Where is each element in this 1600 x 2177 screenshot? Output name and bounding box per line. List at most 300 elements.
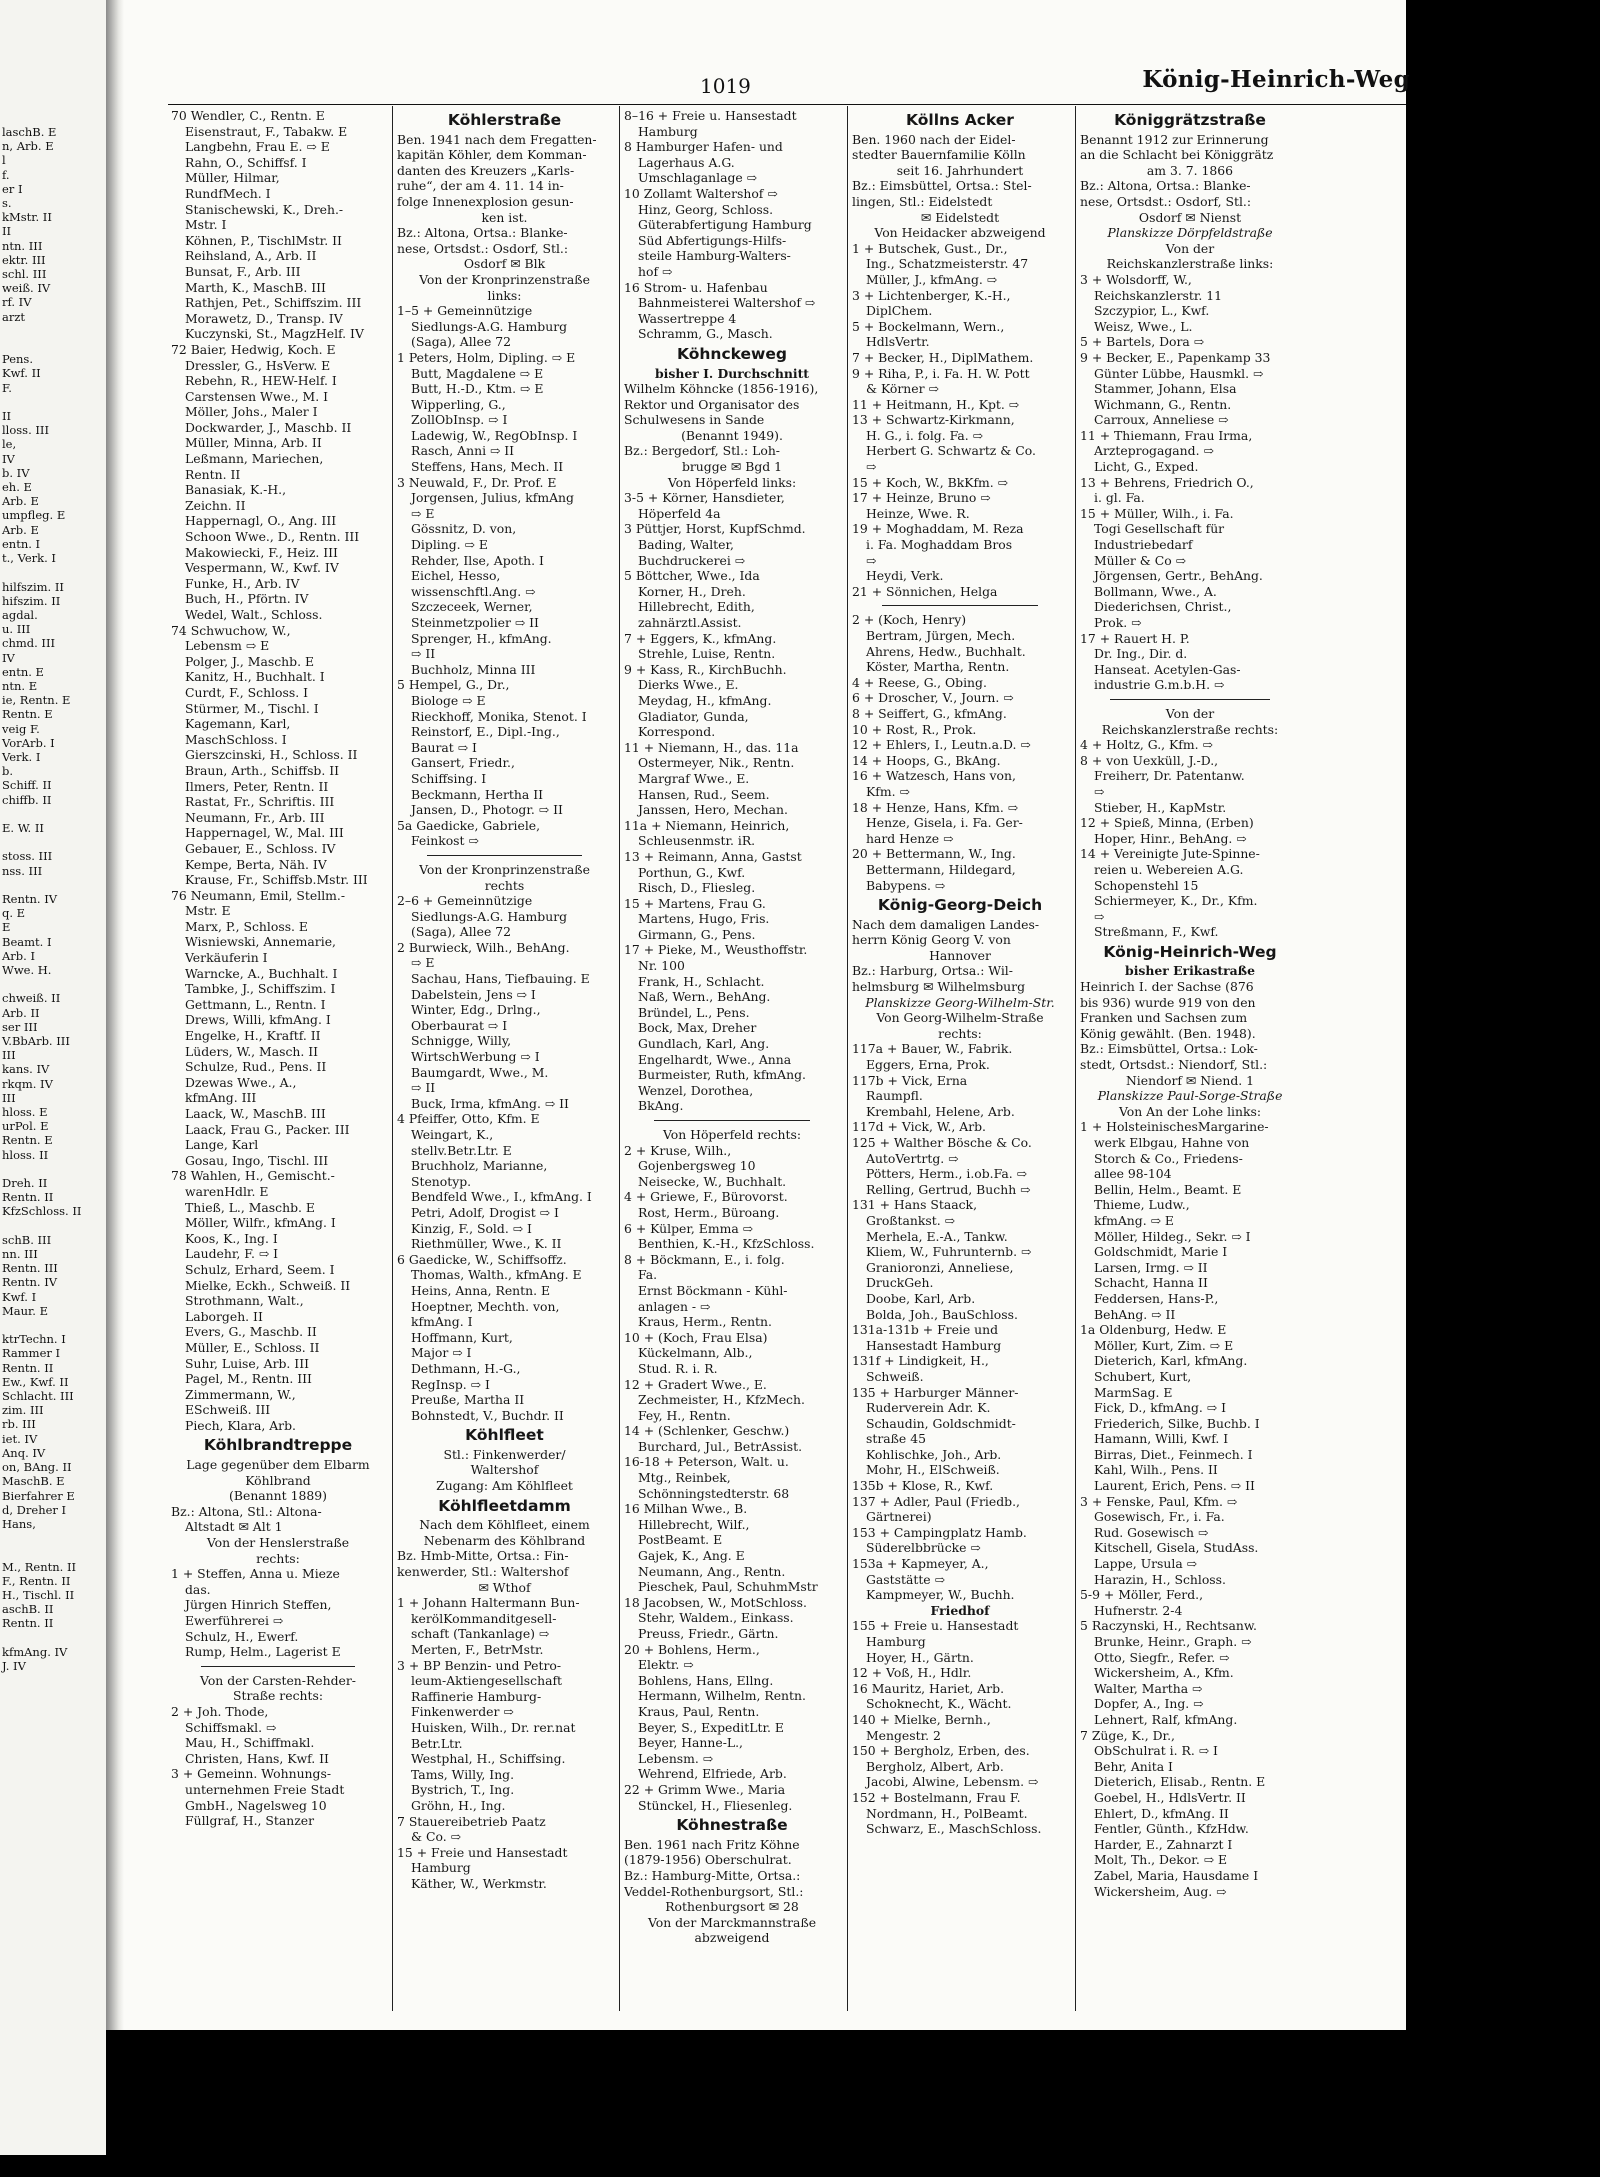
resident-entry: kerölKommanditgesell- [411,1610,557,1626]
house-entry: 7 + Eggers, K., kfmAng. [624,630,777,646]
resident-entry: Frank, H., Schlacht. [638,973,765,989]
house-entry: König gewählt. (Ben. 1948). [1080,1025,1256,1041]
house-entry: Bz.: Altona, Ortsa.: Blanke- [397,225,568,241]
house-entry: 16 Milhan Wwe., B. [624,1501,748,1517]
resident-entry: Gosau, Ingo, Tischl. III [185,1152,329,1168]
house-entry: 15 + Koch, W., BkKfm. ⇨ [852,474,1009,490]
resident-entry: Hermann, Wilhelm, Rentn. [638,1688,806,1704]
house-entry: 150 + Bergholz, Erben, des. [852,1743,1030,1759]
house-entry: 16 Mauritz, Hariet, Arb. [852,1680,1005,1696]
resident-entry: hof ⇨ [638,263,673,279]
resident-entry: Laack, W., MaschB. III [185,1106,326,1121]
resident-entry: Beyer, S., ExpeditLtr. E [638,1719,784,1735]
resident-entry: kfmAng. I [411,1314,473,1330]
street-note: abzweigend [694,1930,770,1946]
resident-entry: Jansen, D., Photogr. ⇨ II [411,802,563,818]
resident-entry: Kagemann, Karl, [185,716,291,732]
resident-entry: Burmeister, Ruth, kfmAng. [638,1067,806,1083]
resident-entry: Laack, Frau G., Packer. III [185,1121,350,1137]
resident-entry: Kinzig, F., Sold. ⇨ I [411,1220,532,1236]
left-page-line: IV [2,451,15,466]
house-entry: 3 + Gemeinn. Wohnungs- [171,1766,332,1782]
house-entry: 4 + Griewe, F., Bürovorst. [624,1189,788,1205]
left-page-line: hloss. E [2,1105,48,1120]
resident-entry: Möller, Kurt, Zim. ⇨ E [1094,1337,1234,1353]
resident-entry: Schopenstehl 15 [1094,877,1199,893]
house-entry: Nach dem damaligen Landes- [852,916,1040,932]
left-page-line [0,324,106,338]
resident-entry: Möller, Johs., Maler I [185,404,318,420]
resident-entry: Engelhardt, Wwe., Anna [638,1051,792,1067]
house-entry: 117a + Bauer, W., Fabrik. [852,1041,1013,1057]
house-entry: Schulwesens in Sande [624,412,765,428]
resident-entry: Nr. 100 [638,958,685,974]
house-entry: 12 + Spieß, Minna, (Erben) [1080,815,1254,831]
header-rule [168,104,1406,105]
resident-entry: Warncke, A., Buchhalt. I [185,965,338,981]
house-entry: lingen, Stl.: Eidelstedt [852,193,993,209]
house-entry: 9 + Riha, P., i. Fa. H. W. Pott [852,365,1030,381]
left-page-line: eh. E [2,480,32,495]
resident-entry: Hansestadt Hamburg [866,1337,1002,1353]
resident-entry: Dr. Ing., Dir. d. [1094,646,1188,662]
resident-entry: Rehder, Ilse, Apoth. I [411,552,544,568]
house-entry: 2–6 + Gemeinnützige [397,893,533,909]
left-page-line: Ew., Kwf. II [2,1374,69,1389]
resident-entry: Dressler, G., HsVerw. E [185,357,331,373]
house-entry: helmsburg ✉ Wilhelmsburg [852,979,1026,995]
resident-entry: Müller, Hilmar, [185,170,280,186]
resident-entry: Hoffmann, Kurt, [411,1329,513,1345]
left-page-line: Maur. E [2,1303,48,1318]
resident-entry: Harazin, H., Schloss. [1094,1571,1226,1587]
resident-entry: Ewerführerei ⇨ [185,1613,284,1628]
resident-entry: Laurent, Erich, Pens. ⇨ II [1094,1478,1255,1494]
resident-entry: Feinkost ⇨ [411,833,479,849]
resident-entry: Mstr. I [185,217,227,233]
left-page-line [0,977,106,991]
resident-entry: Dipling. ⇨ E [411,537,488,553]
left-page-line: Dreh. II [2,1176,48,1191]
resident-entry: Hoyer, H., Gärtn. [866,1649,974,1665]
resident-entry: Rathjen, Pet., Schiffszim. III [185,295,362,311]
left-page-line: Beamt. I [2,934,52,949]
street-note: Lage gegenüber dem Elbarm [186,1457,370,1473]
resident-entry: Müller, E., Schloss. II [185,1339,320,1355]
house-entry: 2 + (Koch, Henry) [852,612,967,628]
resident-entry: Zimmermann, W., [185,1386,296,1402]
left-page-line: III [2,1048,16,1063]
column-2 [397,108,612,2013]
left-page-line: Arb. E [2,494,39,509]
resident-entry: Doobe, Karl, Arb. [866,1290,976,1306]
resident-entry: Benthien, K.-H., KfzSchloss. [638,1236,815,1252]
page-number: 1019 [700,74,751,98]
resident-entry: Ing., Schatzmeisterstr. 47 [866,256,1029,272]
street-note: (Benannt 1889) [229,1488,327,1504]
section-separator [201,1666,355,1667]
resident-entry: Höperfeld 4a [638,505,721,521]
house-entry: 5 Raczynski, H., Rechtsanw. [1080,1618,1257,1634]
resident-entry: Janssen, Hero, Mechan. [638,802,788,818]
street-note: Von der Carsten-Rehder- [200,1672,356,1688]
resident-entry: Kückelmann, Alb., [638,1345,753,1361]
house-entry: 19 + Moghaddam, M. Reza [852,521,1024,537]
resident-entry: Mohr, H., ElSchweiß. [866,1462,1000,1478]
house-entry: 18 + Henze, Hans, Kfm. ⇨ [852,799,1019,815]
resident-entry: Carroux, Anneliese ⇨ [1094,412,1229,428]
resident-entry: Pagel, M., Rentn. III [185,1371,312,1387]
street-heading: Köllns Acker [906,111,1014,129]
resident-entry: Fick, D., kfmAng. ⇨ I [1094,1400,1226,1416]
resident-entry: Bohnstedt, V., Buchdr. II [411,1407,564,1423]
house-entry: Bz.: Hamburg-Mitte, Ortsa.: [624,1867,801,1883]
street-note: Von Höperfeld rechts: [662,1127,802,1142]
street-heading: Königgrätzstraße [1114,111,1266,129]
left-page-line: chweiß. II [2,991,61,1006]
house-entry: 78 Wahlen, H., Gemischt.- [171,1168,335,1184]
resident-entry: Mtg., Reinbek, [638,1470,731,1486]
left-page-line: II [2,409,12,424]
resident-entry: Rump, Helm., Lagerist E [185,1644,341,1660]
resident-entry: Kuczynski, St., MagzHelf. IV [185,326,364,342]
resident-entry: Strehle, Luise, Rentn. [638,646,776,662]
street-note: am 3. 7. 1866 [1146,162,1234,178]
house-entry: herrn König Georg V. von [852,932,1011,948]
left-page-line: Kwf. I [2,1289,37,1304]
resident-entry: Drews, Willi, kfmAng. I [185,1012,331,1028]
resident-entry: Makowiecki, F., Heiz. III [185,544,338,560]
left-page-line [0,1545,106,1559]
resident-entry: Wickersheim, A., Kfm. [1094,1665,1234,1681]
street-heading: König-Georg-Deich [877,896,1043,915]
house-entry: 15 + Martens, Frau G. [624,895,766,911]
resident-entry: Gojenbergsweg 10 [638,1158,756,1174]
resident-entry: DruckGeh. [866,1275,934,1291]
house-entry: 8 Hamburger Hafen- und [624,139,783,155]
resident-entry: Butt, Magdalene ⇨ E [411,365,544,381]
resident-entry: Bollmann, Wwe., A. [1094,583,1217,599]
house-entry: 4 Pfeiffer, Otto, Kfm. E [397,1111,540,1127]
house-entry: 3 Neuwald, F., Dr. Prof. E [397,474,557,490]
column-3 [624,108,840,2013]
resident-entry: Kanitz, H., Buchhalt. I [185,669,325,685]
resident-entry: Möller, Hildeg., Sekr. ⇨ I [1094,1228,1251,1244]
resident-entry: Schönningstedterstr. 68 [638,1485,790,1501]
section-separator [427,855,582,856]
left-page-line: iet. IV [2,1431,38,1446]
left-page-line: urPol. E [2,1119,49,1134]
resident-entry: Molt, Th., Dekor. ⇨ E [1094,1852,1228,1868]
left-page-line: Schlacht. III [2,1389,74,1404]
column-1 [171,108,385,2013]
street-heading: Köhlfleetdamm [438,1496,571,1515]
house-entry: 9 + Becker, E., Papenkamp 33 [1080,349,1271,365]
resident-entry: ⇨ [866,459,877,475]
street-note: Hannover [929,947,991,963]
left-page-line: umpfleg. E [2,508,66,523]
house-entry: 16 + Watzesch, Hans von, [852,768,1016,784]
house-entry: 11a + Niemann, Heinrich, [624,817,790,833]
resident-entry: Möller, Wilfr., kfmAng. I [185,1215,336,1231]
house-entry: 1a Oldenburg, Hedw. E [1080,1322,1227,1338]
left-page-line: u. III [2,622,31,637]
resident-entry: Harder, E., Zahnarzt I [1094,1836,1233,1852]
resident-entry: Behr, Anita I [1094,1758,1173,1774]
resident-entry: Schwarz, E., MaschSchloss. [866,1821,1042,1837]
resident-entry: Burchard, Jul., BetrAssist. [638,1438,803,1454]
resident-entry: Schoknecht, K., Wächt. [866,1696,1012,1712]
left-page-line: III [2,1090,16,1105]
resident-entry: Schweiß. [866,1368,924,1384]
left-page-line [0,835,106,849]
resident-entry: wissenschftl.Ang. ⇨ [411,583,536,599]
street-planskizze: Planskizze Georg-Wilhelm-Str. [865,994,1055,1010]
resident-entry: Polger, J., Maschb. E [185,653,314,669]
left-page-line: schl. III [2,267,47,282]
house-entry: stedter Bauernfamilie Kölln [852,147,1026,163]
resident-entry: Schiffsing. I [411,770,487,786]
house-entry: 8–16 + Freie u. Hansestadt [624,108,797,123]
resident-entry: Schulz, H., Ewerf. [185,1628,299,1644]
street-note: links: [487,287,522,303]
resident-entry: Rentn. II [185,466,241,482]
resident-entry: Heins, Anna, Rentn. E [411,1282,551,1298]
house-entry: 14 + (Schlenker, Geschw.) [624,1423,790,1439]
resident-entry: Ernst Böckmann - Kühl- [638,1282,788,1298]
house-entry: Ben. 1961 nach Fritz Köhne [624,1836,800,1852]
left-page-line: Hans, [2,1516,36,1531]
resident-entry: Tambke, J., Schiffszim. I [185,981,336,997]
house-entry: 135 + Harburger Männer- [852,1384,1019,1400]
resident-entry: Otto, Siegfr., Refer. ⇨ [1094,1649,1230,1665]
left-page-line: q. E [2,906,26,921]
resident-entry: anlagen - ⇨ [638,1298,711,1314]
house-entry: 17 + Pieke, M., Weusthoffstr. [624,942,808,958]
house-entry: 8 + von Uexküll, J.-D., [1080,752,1219,768]
left-page-line: entn. I [2,536,41,551]
resident-entry: Szczypior, L., Kwf. [1094,303,1210,319]
resident-entry: reien u. Webereien A.G. [1094,861,1244,877]
resident-entry: Rud. Gosewisch ⇨ [1094,1524,1209,1540]
left-page-line: laschB. E [2,125,57,139]
house-entry: 76 Neumann, Emil, Stellm.- [171,887,346,903]
resident-entry: werk Elbgau, Hahne von [1094,1135,1250,1150]
resident-entry: PostBeamt. E [638,1532,723,1548]
resident-entry: Bading, Walter, [638,537,734,553]
left-page-line: Bierfahrer E [2,1488,75,1503]
resident-entry: Prok. ⇨ [1094,615,1142,630]
house-entry: Bz.: Eimsbüttel, Ortsa.: Stel- [852,178,1032,194]
column-4 [852,108,1068,2013]
resident-entry: Stehr, Waldem., Einkass. [638,1610,794,1626]
street-planskizze: Planskizze Dörpfeldstraße [1107,225,1273,241]
resident-entry: Zechmeister, H., KfzMech. [638,1392,805,1408]
left-page-line [0,1631,106,1645]
resident-entry: Merhela, E.-A., Tankw. [866,1228,1008,1244]
resident-entry: Wassertreppe 4 [638,310,737,326]
house-entry: Bz.: Altona, Ortsa.: Blanke- [1080,178,1251,194]
resident-entry: Gebauer, E., Schloss. IV [185,840,336,856]
resident-entry: Günter Lübbe, Hausmkl. ⇨ [1094,365,1264,381]
resident-entry: Stenotyp. [411,1173,472,1189]
street-note: ✉ Wthof [478,1579,531,1595]
house-entry: 153 + Campingplatz Hamb. [852,1524,1027,1540]
left-page-line: chmd. III [2,636,56,651]
resident-entry: Neisecke, W., Buchhalt. [638,1173,787,1189]
resident-entry: GmbH., Nagelsweg 10 [185,1797,327,1813]
resident-entry: Hinz, Georg, Schloss. [638,201,774,217]
resident-entry: Reichskanzlerstr. 11 [1094,287,1223,303]
house-entry: 3 + Fenske, Paul, Kfm. ⇨ [1080,1493,1238,1509]
resident-entry: Butt, H.-D., Ktm. ⇨ E [411,381,544,397]
left-page-line: J. IV [2,1658,26,1673]
left-page-line [0,807,106,821]
left-page-line: ntn. III [2,238,43,253]
resident-entry: Gosewisch, Fr., i. Fa. [1094,1509,1225,1525]
resident-entry: Laudehr, F. ⇨ I [185,1246,279,1262]
resident-entry: Margraf Wwe., E. [638,770,750,786]
resident-entry: Brunke, Heinr., Graph. ⇨ [1094,1634,1252,1649]
house-entry: 13 + Behrens, Friedrich O., [1080,474,1254,490]
house-entry: 11 + Niemann, H., das. 11a [624,739,799,755]
left-page-line: Pens. [2,352,33,367]
resident-entry: BkAng. [638,1098,684,1114]
left-page-line: Arb. E [2,522,39,537]
resident-entry: das. [185,1581,211,1597]
resident-entry: (Saga), Allee 72 [411,924,511,940]
house-entry: 13 + Schwartz-Kirkmann, [852,412,1015,428]
resident-entry: Funke, H., Arb. IV [185,575,300,591]
resident-entry: Süd Abfertigungs-Hilfs- [638,232,787,248]
house-entry: 6 Gaedicke, W., Schiffsoffz. [397,1251,567,1267]
street-note: Reichskanzlerstraße rechts: [1101,721,1279,737]
house-entry: 153a + Kapmeyer, A., [852,1556,989,1572]
resident-entry: Vespermann, W., Kwf. IV [185,560,339,576]
resident-entry: Martens, Hugo, Fris. [638,911,770,927]
resident-entry: Kraus, Paul, Rentn. [638,1703,760,1719]
column-divider [619,106,620,2011]
resident-entry: Christen, Hans, Kwf. II [185,1750,329,1766]
house-entry: 3 + Wolsdorff, W., [1080,271,1192,287]
resident-entry: Mielke, Eckh., Schweiß. II [185,1277,351,1293]
left-page-line [0,1219,106,1233]
resident-entry: Schulz, Erhard, Seem. I [185,1261,335,1277]
resident-entry: Gössnitz, D. von, [411,521,517,537]
house-entry: Bz.: Eimsbüttel, Ortsa.: Lok- [1080,1041,1258,1057]
street-note: Köhlbrand [245,1472,311,1488]
house-entry: Rektor und Organisator des [624,396,800,412]
resident-entry: Preuss, Friedr., Gärtn. [638,1626,779,1641]
street-heading: Köhlbrandtreppe [203,1436,353,1455]
street-planskizze: Planskizze Paul-Sorge-Straße [1097,1088,1283,1104]
resident-entry: Thomas, Walth., kfmAng. E [411,1267,582,1283]
left-page-line: ser III [2,1019,38,1034]
resident-entry: Steinmetzpolier ⇨ II [411,615,539,630]
left-page-line: Rentn. II [2,1616,54,1631]
street-note: seit 16. Jahrhundert [896,162,1024,178]
house-entry: Heinrich I. der Sachse (876 [1080,979,1254,995]
resident-entry: Granioronzi, Anneliese, [866,1259,1014,1275]
resident-entry: Nordmann, H., PolBeamt. [866,1805,1028,1821]
resident-entry: Babypens. ⇨ [866,877,946,893]
resident-entry: Lebensm. ⇨ [638,1750,714,1766]
left-page-line: on, BAng. II [2,1460,72,1475]
resident-entry: Pötters, Herm., i.ob.Fa. ⇨ [866,1166,1028,1182]
left-page-line: rb. III [2,1417,36,1432]
house-entry: 131 + Hans Staack, [852,1197,978,1213]
house-entry: 14 + Vereinigte Jute-Spinne- [1080,846,1260,862]
resident-entry: Kitschell, Gisela, StudAss. [1094,1540,1259,1556]
resident-entry: Wisniewski, Annemarie, [185,934,336,950]
resident-entry: ⇨ II [411,646,436,662]
resident-entry: Müller & Co ⇨ [1094,552,1187,568]
left-page-line: Rentn. E [2,707,53,722]
house-entry: 6 + Droscher, V., Journ. ⇨ [852,690,1014,706]
resident-entry: Laborgeh. II [185,1308,263,1324]
left-page-line [0,565,106,579]
resident-entry: Jürgen Hinrich Steffen, [185,1597,332,1613]
street-note: Von der [1165,705,1215,721]
house-entry: danten des Kreuzers „Karls- [397,162,575,178]
resident-entry: unternehmen Freie Stadt [185,1781,345,1797]
house-entry: Bz.: Bergedorf, Stl.: Loh- [624,443,780,459]
left-page-line: Rentn. III [2,1261,58,1276]
street-note: brugge ✉ Bgd 1 [681,459,783,475]
house-entry: 3 + BP Benzin- und Petro- [397,1657,562,1673]
resident-entry: Huisken, Wilh., Dr. rer.nat [411,1719,576,1735]
house-entry: 3 Püttjer, Horst, KupfSchmd. [624,521,806,537]
house-entry: 2 + Kruse, Wilh., [624,1142,732,1158]
street-note: Von der Kronprinzenstraße [419,861,590,877]
house-entry: Ben. 1960 nach der Eidel- [852,131,1016,147]
resident-entry: Ruderverein Adr. K. [866,1400,991,1416]
resident-entry: Dethmann, H.-G., [411,1360,521,1376]
left-page-fragment [0,0,106,2155]
left-page-line: F. [2,380,12,395]
street-note: Von An der Lohe links: [1118,1103,1262,1119]
resident-entry: Weingart, K., [411,1127,494,1142]
left-page-line [0,878,106,892]
resident-entry: Finkenwerder ⇨ [411,1704,514,1720]
resident-entry: RundfMech. I [185,185,271,201]
resident-entry: Herbert G. Schwartz & Co. [866,443,1036,459]
left-page-line: E [2,920,11,935]
resident-entry: Bendfeld Wwe., I., kfmAng. I [411,1189,592,1205]
resident-entry: Dabelstein, Jens ⇨ I [411,986,536,1002]
resident-entry: Braun, Arth., Schiffsb. II [185,762,340,778]
resident-entry: ⇨ [1094,783,1105,799]
resident-entry: Hamburg [411,1860,471,1876]
resident-entry: Piech, Klara, Arb. [185,1417,296,1433]
resident-entry: allee 98-104 [1094,1166,1172,1182]
resident-entry: Süderelbbrücke ⇨ [866,1540,981,1556]
resident-entry: Krembahl, Helene, Arb. [866,1103,1015,1119]
left-page-line: MaschB. E [2,1474,65,1489]
resident-entry: Koos, K., Ing. I [185,1230,278,1246]
left-page-line: Schiff. II [2,778,52,793]
column-divider [1075,106,1076,2011]
resident-entry: Pieschek, Paul, SchuhmMstr [638,1579,818,1595]
resident-entry: ESchweiß. III [185,1402,271,1418]
left-page-line: nn. III [2,1247,38,1262]
resident-entry: Lebensm ⇨ E [185,638,270,654]
house-entry: 15 + Freie und Hansestadt [397,1844,568,1860]
section-separator [1110,699,1270,700]
street-note: Straße rechts: [232,1688,323,1704]
house-entry: 135b + Klose, R., Kwf. [852,1478,994,1494]
resident-entry: Dopfer, A., Ing. ⇨ [1094,1696,1204,1712]
